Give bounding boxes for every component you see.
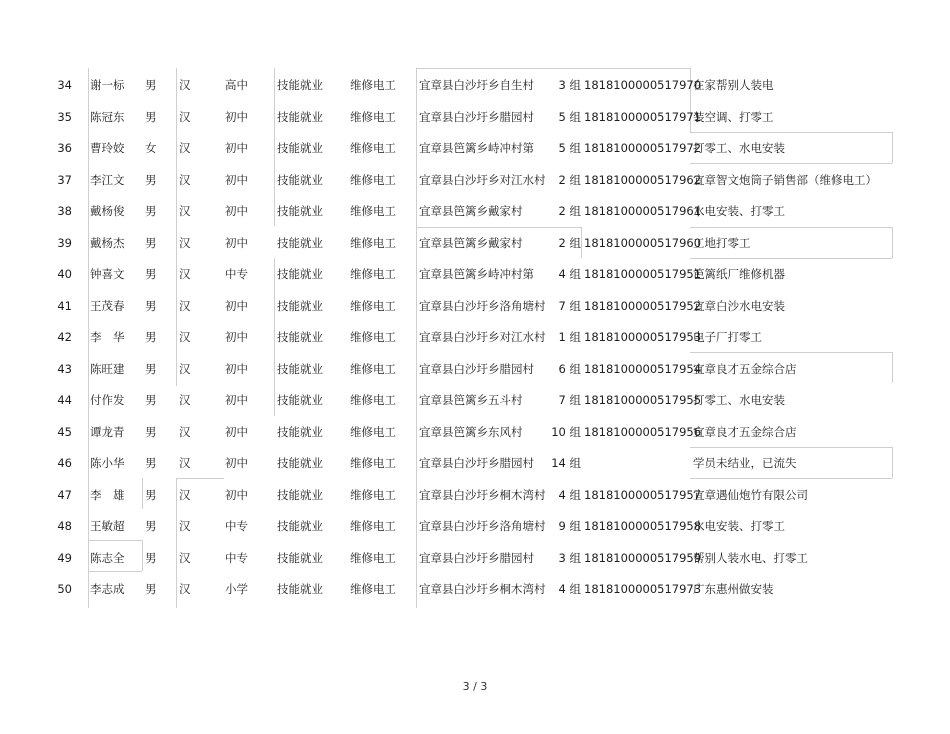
skill-cell: 维修电工 [350, 456, 396, 470]
group-cell: 6 组 [558, 361, 581, 376]
education-cell: 高中 [225, 78, 248, 92]
person-name: 陈志全 [90, 550, 125, 565]
skill-cell: 维修电工 [350, 424, 396, 439]
education-cell: 初中 [225, 172, 248, 187]
employment-note-cell: 宜章白沙水电安装 [693, 298, 785, 313]
sex-cell: 男 [145, 78, 157, 92]
person-name: 李 雄 [90, 487, 125, 502]
sex-cell: 男 [145, 235, 157, 250]
ethnicity-cell: 汉 [179, 519, 191, 533]
table-row [0, 448, 950, 479]
employment-note-cell: 宜章良才五金综合店 [693, 424, 797, 439]
id-number-cell: 1818100000517951 [584, 267, 702, 281]
row-number: 39 [57, 235, 72, 250]
employment-note-cell: 广东惠州做安装 [693, 582, 774, 596]
ethnicity-cell: 汉 [179, 456, 191, 470]
address-cell: 宜章县笆篱乡戴家村 [419, 204, 523, 218]
ethnicity-cell: 汉 [179, 361, 191, 376]
row-number: 37 [57, 172, 72, 187]
person-name: 谢一标 [90, 78, 125, 92]
address-cell: 宜章县笆篱乡峙冲村第 [419, 267, 534, 281]
ethnicity-cell: 汉 [179, 141, 191, 155]
education-cell: 初中 [225, 393, 248, 407]
id-number-cell: 1818100000517954 [584, 361, 702, 376]
row-number: 35 [57, 109, 72, 124]
row-number: 41 [57, 298, 72, 313]
group-cell: 2 组 [558, 204, 581, 218]
table-row [0, 291, 950, 322]
sex-cell: 男 [145, 361, 157, 376]
table-row [0, 385, 950, 416]
education-cell: 中专 [225, 519, 248, 533]
address-cell: 宜章县白沙圩乡自生村 [419, 78, 534, 92]
employment-note-cell: 学员未结业，已流失 [693, 456, 797, 470]
group-cell: 14 组 [551, 456, 581, 470]
sex-cell: 男 [145, 330, 157, 344]
employment-note-cell: 笆篱纸厂维修机器 [693, 267, 785, 281]
person-name: 王敏超 [90, 519, 125, 533]
row-number: 43 [57, 361, 72, 376]
group-cell: 4 组 [558, 267, 581, 281]
education-cell: 初中 [225, 487, 248, 502]
address-cell: 宜章县笆篱乡东风村 [419, 424, 523, 439]
person-name: 陈小华 [90, 456, 125, 470]
group-cell: 4 组 [558, 487, 581, 502]
id-number-cell: 1818100000517952 [584, 298, 702, 313]
employment-type-cell: 技能就业 [277, 424, 323, 439]
sex-cell: 男 [145, 519, 157, 533]
group-cell: 10 组 [551, 424, 581, 439]
employment-type-cell: 技能就业 [277, 172, 323, 187]
group-cell: 5 组 [558, 109, 581, 124]
person-name: 戴杨杰 [90, 235, 125, 250]
employment-note-cell: 电子厂打零工 [693, 330, 762, 344]
sex-cell: 男 [145, 393, 157, 407]
address-cell: 宜章县白沙圩乡腊园村 [419, 109, 534, 124]
address-cell: 宜章县笆篱乡戴家村 [419, 235, 523, 250]
skill-cell: 维修电工 [350, 330, 396, 344]
employment-note-cell: 打零工、水电安装 [693, 393, 785, 407]
id-number-cell: 1818100000517959 [584, 550, 702, 565]
education-cell: 初中 [225, 141, 248, 155]
employment-type-cell: 技能就业 [277, 235, 323, 250]
row-number: 48 [57, 519, 72, 533]
address-cell: 宜章县白沙圩乡对江水村 [419, 330, 546, 344]
row-number: 46 [57, 456, 72, 470]
employment-note-cell: 水电安装、打零工 [693, 519, 785, 533]
person-name: 李 华 [90, 330, 125, 344]
sex-cell: 男 [145, 109, 157, 124]
employment-type-cell: 技能就业 [277, 550, 323, 565]
education-cell: 初中 [225, 204, 248, 218]
table-row [0, 228, 950, 259]
id-number-cell: 1818100000517962 [584, 172, 702, 187]
id-number-cell: 1818100000517970 [584, 78, 702, 92]
employment-type-cell: 技能就业 [277, 204, 323, 218]
group-cell: 5 组 [558, 141, 581, 155]
id-number-cell: 1818100000517973 [584, 582, 702, 596]
ethnicity-cell: 汉 [179, 172, 191, 187]
row-number: 45 [57, 424, 72, 439]
employment-note-cell: 宜章遇仙炮竹有限公司 [693, 487, 808, 502]
group-cell: 4 组 [558, 582, 581, 596]
table-row [0, 511, 950, 542]
employment-note-cell: 工地打零工 [693, 235, 751, 250]
group-cell: 2 组 [558, 172, 581, 187]
ethnicity-cell: 汉 [179, 487, 191, 502]
address-cell: 宜章县白沙圩乡洛角塘村 [419, 298, 546, 313]
address-cell: 宜章县白沙圩乡洛角塘村 [419, 519, 546, 533]
address-cell: 宜章县白沙圩乡腊园村 [419, 550, 534, 565]
row-number: 34 [57, 78, 72, 92]
sex-cell: 男 [145, 487, 157, 502]
employment-type-cell: 技能就业 [277, 361, 323, 376]
group-cell: 9 组 [558, 519, 581, 533]
employment-type-cell: 技能就业 [277, 141, 323, 155]
group-cell: 7 组 [558, 298, 581, 313]
ethnicity-cell: 汉 [179, 550, 191, 565]
employment-note-cell: 宜章智文炮筒子销售部（维修电工） [693, 172, 877, 187]
employment-note-cell: 在家帮别人装电 [693, 78, 774, 92]
id-number-cell: 1818100000517961 [584, 204, 702, 218]
sex-cell: 男 [145, 204, 157, 218]
table-row [0, 259, 950, 290]
employment-note-cell: 宜章良才五金综合店 [693, 361, 797, 376]
employment-note-cell: 水电安装、打零工 [693, 204, 785, 218]
person-name: 王茂春 [90, 298, 125, 313]
table-row [0, 574, 950, 605]
employment-type-cell: 技能就业 [277, 330, 323, 344]
skill-cell: 维修电工 [350, 78, 396, 92]
row-number: 50 [57, 582, 72, 596]
row-number: 47 [57, 487, 72, 502]
sex-cell: 男 [145, 424, 157, 439]
address-cell: 宜章县白沙圩乡对江水村 [419, 172, 546, 187]
address-cell: 宜章县笆篱乡五斗村 [419, 393, 523, 407]
person-name: 李志成 [90, 582, 125, 596]
group-cell: 2 组 [558, 235, 581, 250]
address-cell: 宜章县白沙圩乡腊园村 [419, 361, 534, 376]
skill-cell: 维修电工 [350, 235, 396, 250]
employment-type-cell: 技能就业 [277, 109, 323, 124]
education-cell: 初中 [225, 424, 248, 439]
person-name: 陈旺建 [90, 361, 125, 376]
table-row [0, 165, 950, 196]
table-row [0, 102, 950, 133]
ethnicity-cell: 汉 [179, 109, 191, 124]
group-cell: 7 组 [558, 393, 581, 407]
address-cell: 宜章县白沙圩乡腊园村 [419, 456, 534, 470]
grid-line [416, 68, 690, 69]
employment-note-cell: 打零工、水电安装 [693, 141, 785, 155]
skill-cell: 维修电工 [350, 298, 396, 313]
education-cell: 中专 [225, 267, 248, 281]
person-name: 李江文 [90, 172, 125, 187]
row-number: 40 [57, 267, 72, 281]
ethnicity-cell: 汉 [179, 582, 191, 596]
sex-cell: 男 [145, 267, 157, 281]
id-number-cell: 1818100000517958 [584, 519, 702, 533]
skill-cell: 维修电工 [350, 267, 396, 281]
skill-cell: 维修电工 [350, 550, 396, 565]
employment-type-cell: 技能就业 [277, 456, 323, 470]
employment-type-cell: 技能就业 [277, 298, 323, 313]
skill-cell: 维修电工 [350, 172, 396, 187]
employment-type-cell: 技能就业 [277, 393, 323, 407]
person-name: 钟喜文 [90, 267, 125, 281]
person-name: 戴杨俊 [90, 204, 125, 218]
address-cell: 宜章县白沙圩乡桐木湾村 [419, 487, 546, 502]
employment-note-cell: 装空调、打零工 [693, 109, 774, 124]
skill-cell: 维修电工 [350, 487, 396, 502]
person-name: 谭龙青 [90, 424, 125, 439]
skill-cell: 维修电工 [350, 582, 396, 596]
row-number: 49 [57, 550, 72, 565]
table-row [0, 543, 950, 574]
skill-cell: 维修电工 [350, 141, 396, 155]
row-number: 36 [57, 141, 72, 155]
id-number-cell: 1818100000517956 [584, 424, 702, 439]
ethnicity-cell: 汉 [179, 298, 191, 313]
ethnicity-cell: 汉 [179, 78, 191, 92]
sex-cell: 男 [145, 298, 157, 313]
ethnicity-cell: 汉 [179, 267, 191, 281]
table-row [0, 480, 950, 511]
ethnicity-cell: 汉 [179, 235, 191, 250]
employment-type-cell: 技能就业 [277, 78, 323, 92]
education-cell: 初中 [225, 456, 248, 470]
sex-cell: 女 [145, 141, 157, 155]
id-number-cell: 1818100000517957 [584, 487, 702, 502]
table-row [0, 196, 950, 227]
id-number-cell: 1818100000517953 [584, 330, 702, 344]
sex-cell: 男 [145, 550, 157, 565]
sex-cell: 男 [145, 456, 157, 470]
employment-type-cell: 技能就业 [277, 487, 323, 502]
employment-note-cell: 帮别人装水电、打零工 [693, 550, 808, 565]
ethnicity-cell: 汉 [179, 330, 191, 344]
ethnicity-cell: 汉 [179, 424, 191, 439]
person-name: 曹玲姣 [90, 141, 125, 155]
ethnicity-cell: 汉 [179, 204, 191, 218]
table-row [0, 70, 950, 101]
id-number-cell: 1818100000517971 [584, 109, 702, 124]
ethnicity-cell: 汉 [179, 393, 191, 407]
id-number-cell: 1818100000517960 [584, 235, 702, 250]
table-row [0, 133, 950, 164]
education-cell: 小学 [225, 582, 248, 596]
skill-cell: 维修电工 [350, 519, 396, 533]
group-cell: 3 组 [558, 78, 581, 92]
table-row [0, 417, 950, 448]
table-row [0, 322, 950, 353]
education-cell: 初中 [225, 330, 248, 344]
education-cell: 初中 [225, 109, 248, 124]
id-number-cell: 1818100000517955 [584, 393, 702, 407]
education-cell: 中专 [225, 550, 248, 565]
person-name: 陈冠东 [90, 109, 125, 124]
page-number: 3 / 3 [462, 680, 488, 693]
address-cell: 宜章县白沙圩乡桐木湾村 [419, 582, 546, 596]
education-cell: 初中 [225, 298, 248, 313]
sex-cell: 男 [145, 172, 157, 187]
row-number: 38 [57, 204, 72, 218]
skill-cell: 维修电工 [350, 204, 396, 218]
address-cell: 宜章县笆篱乡峙冲村第 [419, 141, 534, 155]
employment-type-cell: 技能就业 [277, 267, 323, 281]
skill-cell: 维修电工 [350, 109, 396, 124]
table-row [0, 354, 950, 385]
group-cell: 1 组 [558, 330, 581, 344]
employment-type-cell: 技能就业 [277, 582, 323, 596]
education-cell: 初中 [225, 361, 248, 376]
skill-cell: 维修电工 [350, 393, 396, 407]
employment-type-cell: 技能就业 [277, 519, 323, 533]
id-number-cell: 1818100000517972 [584, 141, 702, 155]
education-cell: 初中 [225, 235, 248, 250]
row-number: 42 [57, 330, 72, 344]
skill-cell: 维修电工 [350, 361, 396, 376]
group-cell: 3 组 [558, 550, 581, 565]
person-name: 付作发 [90, 393, 125, 407]
row-number: 44 [57, 393, 72, 407]
sex-cell: 男 [145, 582, 157, 596]
